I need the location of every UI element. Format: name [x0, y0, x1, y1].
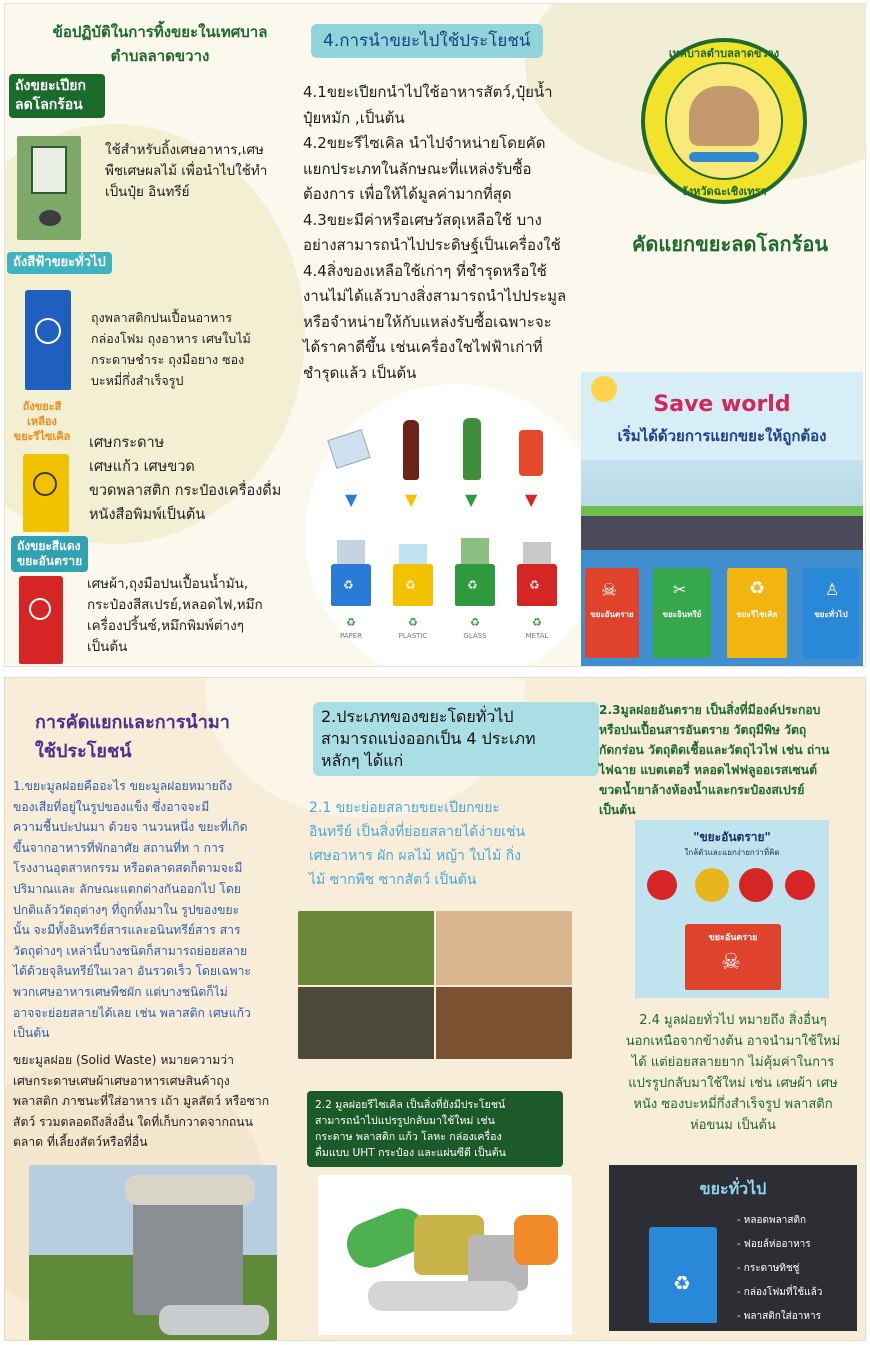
general-items-list	[737, 1209, 853, 1329]
bottle-item	[403, 420, 419, 480]
seal-text-top: เทศบาลตำบลลาดขวาง	[668, 47, 780, 60]
dry-leaves	[436, 987, 572, 1059]
down-arrow-icon: ▼	[405, 490, 418, 509]
recycle-icon: ♻	[470, 616, 480, 629]
recycle-icon: ♻	[343, 578, 354, 592]
metal-label: METAL	[525, 632, 549, 640]
garbage-bin-photo	[29, 1165, 277, 1341]
poster-general-bin	[803, 568, 859, 658]
haz-poster-title: "ขยะอันตราย"	[693, 830, 771, 844]
poster-organic-bin	[653, 568, 711, 658]
bin-emblem	[29, 598, 51, 620]
soil-leaves	[298, 987, 434, 1059]
recycle-icon: ♻	[346, 616, 356, 629]
skull-icon: ☠	[601, 580, 618, 601]
yellow-bin-photo	[23, 454, 69, 532]
recycle-icon: ♻	[467, 578, 478, 592]
haz-poster-subtitle: ใกล้ตัวและแยกง่ายกว่าที่คิด	[684, 848, 780, 857]
poster-bin-label: ขยะอันตราย	[590, 610, 634, 619]
trash-pile	[125, 1175, 255, 1205]
general-poster-title: ขยะทั่วไป	[699, 1179, 767, 1198]
bin-contents	[399, 544, 427, 564]
orange-bottle	[514, 1215, 558, 1265]
item-circle	[647, 870, 677, 900]
haz-bin-label: ขยะอันตราย	[708, 933, 758, 943]
skull-icon: ☠	[721, 950, 741, 975]
solid-waste-text: ขยะมูลฝอย (Solid Waste) หมายความว่า เศษกระดาษเศษผ้าเศษอาหารเศษสินค้าถุง พลาสติก ภาชนะที่ใส่อาหาร เถ้า มูลสัตว์ หรือซาก สัตว์ รวมตลอดถึงสิ่งอื่น ใดที่เก็บกวาดจากถนน ตลาด ที่เลี้ยงสัตว์หรือที่อื่น	[13, 1053, 270, 1150]
poster-bin-label: ขยะทั่วไป	[814, 610, 848, 619]
handshake-emblem	[689, 86, 759, 146]
bin-contents	[523, 542, 551, 564]
recycle-infographic	[309, 404, 585, 644]
poster-title: Save world	[653, 392, 791, 417]
paper-bin	[331, 564, 371, 606]
scrap-pile	[368, 1281, 518, 1311]
poster-recycle-bin	[727, 568, 787, 658]
bin-emblem	[35, 318, 61, 344]
save-world-poster	[581, 372, 863, 667]
paper-item	[327, 429, 371, 469]
poster-hazard-bin	[585, 568, 639, 658]
recyclable-waste-text: 2.2 มูลฝอยรีไซเคิล เป็นสิ่งที่ยังมีประโยชน์ สามารถนำไปแปรรูปกลับมาใช้ใหม่ เช่น กระดาษ พลาสติก แก้ว โลหะ กล่องเครื่อง ดื่มแบบ UHT กระป๋อง และแผ่นซีดี เป็นต้น	[307, 1091, 563, 1167]
waste-definition-text: 1.ขยะมูลฝอยคืออะไร ขยะมูลฝอยหมายถึง ของเสียที่อยู่ในรูปของแข็ง ซึ่งอาจจะมี ความชื้นปะปนมา ด้วยจ านวนหนึ่ง ขยะที่เกิด ขึ้นจากอาหารที่พักอาศัย สถานที่ท า การ โรงงานอุตสาหกรรม หรือตลาดสดก็ตามจะมี ปริมาณและ ลักษณะแตกต่างกันออกไป โดย ปกติแล้ววัตถุต่างๆ ที่ถูกทิ้งมาใน รูปของขยะ นั้น จะมีทั้งอินทรีย์สารและอนินทรีย์สาร สาร วัตถุต่างๆ เหล่านี้บางชนิดก็สามารถย่อยสลาย ได้ด้วยจุลินทรีย์ในเวลา อันรวดเร็ว โดยเฉพาะ พวกเศษอาหารเศษพืชผัก แต่บางชนิดก็ไม่ อาจจะย่อยสลายได้เลย เช่น พลาสติก เศษแก้ว เป็นต้น	[13, 779, 251, 1041]
grass-strip	[581, 506, 863, 516]
slogan: คัดแยกขยะลดโลกร้อน	[632, 232, 828, 256]
item-circle	[695, 868, 729, 902]
compost-bin-photo	[17, 136, 81, 240]
hazardous-poster	[635, 820, 829, 998]
recycle-icon: ♻	[405, 578, 416, 592]
organic-waste-text: 2.1 ขยะย่อยสลายขยะเปียกขยะ อินทรีย์ เป็นสิ่งที่ย่อยสลายได้ง่ายเช่น เศษอาหาร ผัก ผลไม้ หญ้า ใบไม้ กิ่ง ไม้ ซากพืช ซากสัตว์ เป็นต้น	[309, 800, 526, 888]
plastic-bin	[393, 564, 433, 606]
down-arrow-icon: ▼	[465, 490, 478, 509]
list-item: - พลาสติกใส่อาหาร	[737, 1311, 821, 1322]
section2-title: 2.ประเภทของขยะโดยทั่วไป สามารถแบ่งออกเป็น 4 ประเภท หลักๆ ได้แก่	[313, 702, 599, 776]
paper-label: PAPER	[339, 632, 363, 640]
can-item	[519, 430, 543, 476]
general-bin	[649, 1227, 717, 1323]
poster-bin-label: ขยะรีไซเคิล	[736, 610, 778, 619]
person-icon: ♙	[825, 580, 840, 599]
water-emblem	[689, 152, 759, 162]
recycle-waste-tag: ถังขยะสี เหลือง ขยะรีไซเคิล	[13, 400, 71, 443]
glass-bin	[455, 564, 495, 606]
bin-contents	[337, 540, 365, 564]
bin-contents	[461, 538, 489, 564]
wet-waste-tag: ถังขยะเปียก ลดโลกร้อน	[9, 74, 105, 118]
glass-label: GLASS	[463, 632, 487, 640]
food-waste-collage	[298, 911, 572, 1059]
recycle-icon: ♻	[529, 578, 540, 592]
vegetable-scraps	[298, 911, 434, 985]
sign-board	[31, 146, 67, 194]
list-item: - ฟอยล์ห่ออาหาร	[737, 1239, 811, 1250]
section4-text: 4.1ขยะเปียกนำไปใช้อาหารสัตว์,ปุ๋ยน้ำ ปุ๋ยหมัก ,เป็นต้น 4.2ขยะรีไซเคิล นำไปจำหน่ายโดยคัด แยกประเภทในลักษณะที่แหล่งรับซื้อ ต้องการ เพื่อให้ได้มูลค่ามากที่สุด 4.3ขยะมีค่าหรือเศษวัสดุเหลือใช้ บาง อย่างสามารถนำไปประดิษฐ์เป็นเครื่องใช้ 4.4สิ่งของเหลือใช้เก่าๆ ที่ชำรุดหรือใช้ งานไม่ได้แล้วบางสิ่งสามารถนำไปประมูล หรือจำหน่ายให้กับแหล่งรับซื้อเฉพาะจะ ได้ราคาดีขึ้น เช่นเครื่องใชไฟฟ้าเก่าที่ ชำรุดแล้ว เป็นต้น	[303, 83, 567, 382]
recycle-icon: ♻	[673, 1271, 691, 1295]
plastic-label: PLASTIC	[398, 632, 428, 640]
bottom-heading: การคัดแยกและการนำมา ใช้ประโยชน์	[35, 712, 230, 762]
hazardous-waste-text: เศษผ้า,ถุงมือปนเปื้อนน้ำมัน, กระป๋องสีสเปรย์,หลอดไฟ,หมึก เครื่องปริ้นซ์,หมึกพิมพ์ต่างๆ เป็นต้น	[87, 576, 263, 655]
blue-bin-photo	[25, 290, 71, 390]
item-circle	[739, 868, 773, 902]
general-def-text: 2.4 มูลฝอยทั่วไป หมายถึง สิ่งอื่นๆ นอกเหนือจากข้างต้น อาจนำมาใช้ใหม่ ได้ แต่ย่อยสลายยาก ไม่คุ้มค่าในการ แปรรูปกลับมาใช้ใหม่ เช่น เศษผ้า เศษ หนัง ซองบะหมี่กึ่งสำเร็จรูป พลาสติก ห่อขนม เป็นต้น	[625, 1013, 841, 1133]
recyclables-photo	[318, 1175, 572, 1335]
recycle-icon: ♻	[532, 616, 542, 629]
red-bin-photo	[19, 576, 63, 664]
top-panel	[4, 3, 866, 667]
recycle-icon: ♻	[749, 578, 766, 599]
city-skyline	[581, 460, 863, 506]
bottom-panel	[4, 677, 866, 1341]
general-waste-text: ถุงพลาสติกปนเปื้อนอาหาร กล่องโฟม ถุงอาหาร เศษใบไม้ กระดาษชำระ ถุงมือยาง ซอง บะหมี่กึ่งสำเร็จรูป	[91, 310, 251, 388]
metal-bin	[517, 564, 557, 606]
hazardous-waste-tag: ถังขยะสีแดง ขยะอันตราย	[11, 536, 88, 572]
recycle-waste-text: เศษกระดาษ เศษแก้ว เศษขวด ขวดพลาสติก กระป๋องเครื่องดื่ม หนังสือพิมพ์เป็นต้น	[89, 435, 282, 523]
bin-emblem	[33, 472, 57, 496]
dumpster	[133, 1195, 243, 1315]
haz-poster-bin	[685, 924, 781, 990]
recycle-icon: ♻	[408, 616, 418, 629]
page-heading-left: ข้อปฏิบัติในการทิ้งขยะในเทศบาล ตำบลลาดขวาง	[52, 23, 268, 65]
item-circle	[785, 870, 815, 900]
trash-pile	[159, 1305, 269, 1335]
general-waste-tag: ถังสีฟ้าขยะทั่วไป	[7, 252, 112, 274]
list-item: - กระดาษทิชชู่	[737, 1263, 800, 1274]
fishbone-icon: ✂	[673, 580, 687, 599]
down-arrow-icon: ▼	[345, 490, 358, 509]
road	[581, 516, 863, 550]
section4-title: 4.การนำขยะไปใช้ประโยชน์	[311, 24, 543, 58]
list-item: - กล่องโฟมที่ใช้แล้ว	[737, 1287, 823, 1298]
glass-bottle-item	[463, 418, 481, 480]
wet-waste-text: ใช้สำหรับถิ้งเศษอาหาร,เศษ พืชเศษผลไม้ เพื่อนำไปใช้ทำ เป็นปุ๋ย อินทรีย์	[105, 142, 268, 200]
hazardous-def-text: 2.3มูลฝอยอันตราย เป็นสิ่งที่มีองค์ประกอบ หรือปนเปื้อนสารอันตราย วัตถุมีพิษ วัตถุ กัดกร่อน วัตถุติดเชื้อและวัตถุไวไฟ เช่น ถ่าน ไฟฉาย แบตเตอรี่ หลอดไฟฟลูออเรสเซนต์ ขวดน้ำยาล้างห้องน้ำและกระป๋องสเปรย์ เป็นต้น	[599, 703, 830, 817]
compost-lid	[39, 210, 61, 226]
eggshells	[436, 911, 572, 985]
list-item: - หลอดพลาสติก	[737, 1215, 806, 1226]
general-waste-poster	[609, 1165, 857, 1331]
down-arrow-icon: ▼	[525, 490, 538, 509]
poster-bin-label: ขยะอินทรีย์	[662, 610, 702, 619]
poster-subtitle: เริ่มได้ด้วยการแยกขยะให้ถูกต้อง	[617, 427, 827, 445]
municipality-seal	[641, 38, 807, 204]
seal-text-bottom: จังหวัดฉะเชิงเทรา	[681, 185, 767, 198]
